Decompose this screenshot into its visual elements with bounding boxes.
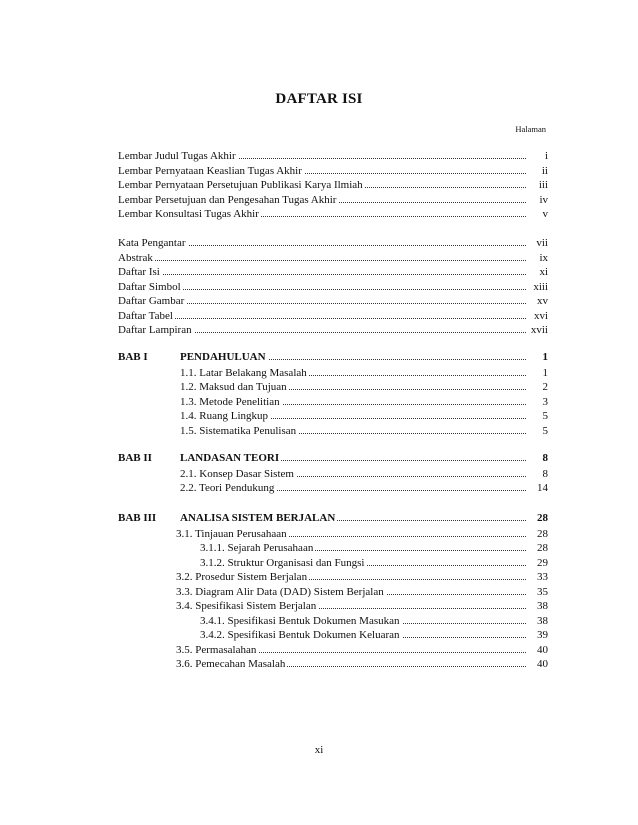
toc-entry-page: ii: [541, 164, 548, 177]
toc-entry-label: Abstrak: [118, 251, 153, 264]
toc-entry-page: xvi: [533, 309, 548, 322]
toc-entry-label: Lembar Pernyataan Keaslian Tugas Akhir: [118, 164, 302, 177]
toc-entry-label: 1.1. Latar Belakang Masalah: [180, 366, 307, 379]
toc-entry-page: ix: [539, 251, 548, 264]
toc-entry-label: Lembar Pernyataan Persetujuan Publikasi Karya Ilmiah: [118, 179, 363, 191]
toc-row-section: [176, 657, 548, 671]
toc-row-section: [176, 643, 548, 657]
toc-row-prelim: [118, 280, 548, 294]
page-title: DAFTAR ISI: [275, 91, 363, 107]
toc-entry-label: 3.2. Prosedur Sistem Berjalan: [176, 571, 308, 583]
toc-row-section: [180, 467, 548, 481]
toc-entry-label: Daftar Isi: [118, 266, 160, 278]
toc-entry-page: 28: [537, 527, 548, 540]
toc-row-subsection: [200, 541, 548, 555]
toc-entry-page: xi: [539, 266, 548, 278]
toc-entry-page: 38: [537, 614, 548, 627]
toc-row-section: [180, 380, 548, 394]
toc-row-front-matter: [118, 207, 548, 221]
toc-entry-label: 3.4.1. Spesifikasi Bentuk Dokumen Masukan: [200, 614, 400, 627]
toc-entry-label: Daftar Lampiran: [118, 324, 192, 336]
toc-entry-page: 39: [537, 629, 548, 641]
toc-row-section: [180, 395, 548, 409]
toc-entry-label: 3.1.2. Struktur Organisasi dan Fungsi: [200, 556, 365, 569]
toc-entry-label: 2.2. Teori Pendukung: [180, 482, 275, 494]
toc-entry-label: Lembar Persetujuan dan Pengesahan Tugas Akhir: [118, 193, 337, 206]
dot-leader: [118, 274, 526, 275]
toc-row-section: [180, 481, 548, 495]
toc-row-prelim: [118, 236, 548, 250]
toc-entry-label: Kata Pengantar: [118, 237, 186, 249]
toc-entry-label: 3.3. Diagram Alir Data (DAD) Sistem Berjalan: [176, 585, 384, 598]
toc-row-prelim: [118, 251, 548, 265]
toc-entry-page: 40: [537, 643, 548, 656]
chapter-number: BAB I: [118, 351, 148, 363]
toc-entry-page: 40: [537, 658, 548, 670]
toc-row-section: [180, 366, 548, 380]
toc-row-section: [176, 570, 548, 584]
toc-entry-page: vii: [536, 237, 548, 249]
toc-entry-page: v: [542, 208, 548, 220]
toc-row-chapter: [180, 511, 548, 525]
toc-entry-page: 8: [542, 467, 548, 480]
toc-row-chapter: [180, 350, 548, 364]
toc-entry-page: 29: [537, 556, 548, 569]
toc-entry-label: Daftar Tabel: [118, 309, 173, 322]
toc-entry-page: 5: [542, 424, 548, 437]
chapter-number: BAB II: [118, 452, 152, 464]
toc-entry-page: i: [544, 150, 548, 162]
toc-row-front-matter: [118, 164, 548, 178]
toc-entry-page: 28: [537, 542, 548, 554]
toc-entry-page: xiii: [533, 280, 548, 293]
chapter-number: BAB III: [118, 512, 157, 524]
dot-leader: [118, 260, 526, 261]
toc-row-subsection: [200, 556, 548, 570]
toc-entry-label: 1.3. Metode Penelitian: [180, 395, 280, 408]
toc-entry-page: 8: [542, 452, 548, 464]
toc-entry-page: 33: [537, 571, 548, 583]
toc-row-section: [176, 527, 548, 541]
toc-entry-page: 35: [537, 585, 548, 598]
toc-entry-label: 1.4. Ruang Lingkup: [180, 410, 268, 422]
toc-entry-label: 3.1.1. Sejarah Perusahaan: [200, 542, 314, 554]
toc-row-front-matter: [118, 178, 548, 192]
toc-entry-label: LANDASAN TEORI: [180, 452, 280, 464]
toc-row-chapter: [180, 451, 548, 465]
toc-entry-label: 2.1. Konsep Dasar Sistem: [180, 467, 294, 480]
toc-entry-page: xvii: [530, 324, 548, 336]
toc-entry-label: 3.4. Spesifikasi Sistem Berjalan: [176, 600, 317, 612]
toc-row-prelim: [118, 265, 548, 279]
toc-entry-page: 1: [542, 366, 548, 379]
toc-entry-page: iv: [539, 193, 548, 206]
toc-entry-label: ANALISA SISTEM BERJALAN: [180, 512, 336, 524]
toc-entry-label: 1.5. Sistematika Penulisan: [180, 424, 297, 437]
toc-entry-label: Lembar Konsultasi Tugas Akhir: [118, 208, 259, 220]
toc-row-front-matter: [118, 149, 548, 163]
toc-row-section: [176, 599, 548, 613]
toc-entry-label: 3.1. Tinjauan Perusahaan: [176, 527, 287, 540]
toc-row-section: [180, 424, 548, 438]
toc-row-prelim: [118, 309, 548, 323]
toc-row-section: [176, 585, 548, 599]
toc-entry-page: 38: [537, 600, 548, 612]
toc-entry-page: iii: [538, 179, 548, 191]
toc-row-prelim: [118, 294, 548, 308]
page-column-header: Halaman: [515, 124, 546, 134]
toc-entry-page: xv: [537, 295, 548, 307]
toc-entry-page: 28: [537, 512, 548, 524]
toc-entry-page: 14: [537, 482, 548, 494]
toc-entry-page: 2: [542, 381, 548, 393]
toc-row-subsection: [200, 628, 548, 642]
toc-entry-label: 1.2. Maksud dan Tujuan: [180, 381, 287, 393]
toc-entry-label: Daftar Gambar: [118, 295, 185, 307]
toc-row-section: [180, 409, 548, 423]
toc-entry-label: PENDAHULUAN: [180, 351, 266, 363]
toc-row-front-matter: [118, 193, 548, 207]
toc-entry-label: 3.5. Permasalahan: [176, 643, 257, 656]
toc-entry-label: 3.4.2. Spesifikasi Bentuk Dokumen Keluaran: [200, 629, 400, 641]
toc-entry-page: 5: [542, 410, 548, 422]
toc-row-subsection: [200, 614, 548, 628]
toc-entry-page: 3: [542, 395, 548, 408]
page-number-footer: xi: [314, 744, 324, 756]
toc-entry-label: 3.6. Pemecahan Masalah: [176, 658, 286, 670]
toc-entry-label: Daftar Simbol: [118, 280, 181, 293]
toc-entry-label: Lembar Judul Tugas Akhir: [118, 150, 236, 162]
toc-entry-page: 1: [542, 351, 548, 363]
toc-row-prelim: [118, 323, 548, 337]
dot-leader: [118, 318, 526, 319]
